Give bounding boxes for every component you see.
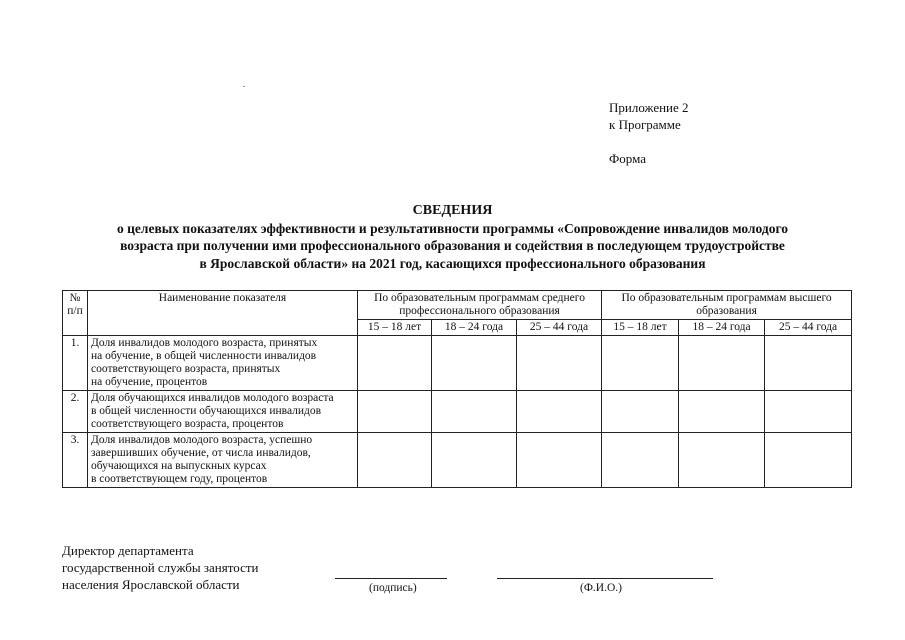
header-num: № п/п: [63, 291, 88, 336]
signature-line: [335, 578, 447, 579]
header-age: 15 – 18 лет: [358, 320, 432, 336]
header-group-higher: По образовательным программам высшего образования: [602, 291, 852, 320]
indicator-line: на обучение, в общей численности инвалидов: [91, 350, 317, 362]
value-cell: [432, 433, 517, 488]
row-number: 2.: [63, 391, 88, 433]
title-line-2: возраста при получении ими профессионального образования и содействия в последующем трудоустройстве: [120, 238, 785, 253]
value-cell: [517, 433, 602, 488]
signatory-line-3: населения Ярославской области: [62, 577, 240, 592]
scan-speck: [243, 86, 245, 87]
value-cell: [765, 336, 852, 391]
indicator-line: обучающихся на выпускных курсах: [91, 460, 267, 472]
document-title: [40, 202, 865, 272]
signatory-line-1: Директор департамента: [62, 543, 194, 558]
header-name: Наименование показателя: [88, 291, 358, 336]
table-row: [63, 433, 852, 488]
signatory-line-2: государственной службы занятости: [62, 560, 259, 575]
header-age: 15 – 18 лет: [602, 320, 679, 336]
indicator-line: Доля инвалидов молодого возраста, принятых: [91, 337, 318, 349]
indicator-line: соответствующего возраста, принятых: [91, 363, 281, 375]
value-cell: [765, 433, 852, 488]
appendix-line-2: к Программе: [609, 117, 681, 132]
indicator-name: [88, 336, 358, 391]
value-cell: [602, 336, 679, 391]
row-number: 1.: [63, 336, 88, 391]
indicator-line: в соответствующем году, процентов: [91, 473, 268, 485]
name-line: [497, 578, 713, 579]
value-cell: [679, 336, 765, 391]
indicator-line: завершивших обучение, от числа инвалидов,: [91, 447, 311, 459]
value-cell: [517, 391, 602, 433]
header-age: 25 – 44 года: [765, 320, 852, 336]
name-caption: (Ф.И.О.): [580, 582, 622, 594]
indicator-name: [88, 433, 358, 488]
value-cell: [679, 433, 765, 488]
header-age: 18 – 24 года: [432, 320, 517, 336]
indicator-line: Доля инвалидов молодого возраста, успешно: [91, 434, 313, 446]
header-age: 18 – 24 года: [679, 320, 765, 336]
appendix-line-1: Приложение 2: [609, 100, 689, 115]
value-cell: [517, 336, 602, 391]
value-cell: [432, 391, 517, 433]
header-group-secondary: По образовательным программам среднего профессионального образования: [358, 291, 602, 320]
value-cell: [679, 391, 765, 433]
indicator-line: в общей численности обучающихся инвалидов: [91, 405, 322, 417]
value-cell: [602, 433, 679, 488]
table-row: [63, 336, 852, 391]
title-line-3: в Ярославской области» на 2021 год, касающихся профессионального образования: [199, 255, 706, 271]
signatory-title: [62, 542, 258, 593]
signature-caption: (подпись): [369, 582, 417, 594]
value-cell: [358, 391, 432, 433]
title-main: СВЕДЕНИЯ: [412, 203, 493, 218]
value-cell: [602, 391, 679, 433]
form-label: Форма: [609, 151, 646, 166]
header-row-1: [63, 291, 852, 320]
indicator-line: Доля обучающихся инвалидов молодого возраста: [91, 392, 334, 404]
indicator-line: на обучение, процентов: [91, 376, 208, 388]
indicator-name: [88, 391, 358, 433]
title-line-1: о целевых показателях эффективности и результативности программы «Сопровождение инвалидов молодого: [117, 220, 788, 236]
value-cell: [432, 336, 517, 391]
value-cell: [358, 433, 432, 488]
indicator-line: соответствующего возраста, процентов: [91, 418, 284, 430]
header-age: 25 – 44 года: [517, 320, 602, 336]
value-cell: [765, 391, 852, 433]
row-number: 3.: [63, 433, 88, 488]
table-row: [63, 391, 852, 433]
indicators-table: [62, 290, 852, 488]
appendix-note: [609, 99, 689, 133]
value-cell: [358, 336, 432, 391]
